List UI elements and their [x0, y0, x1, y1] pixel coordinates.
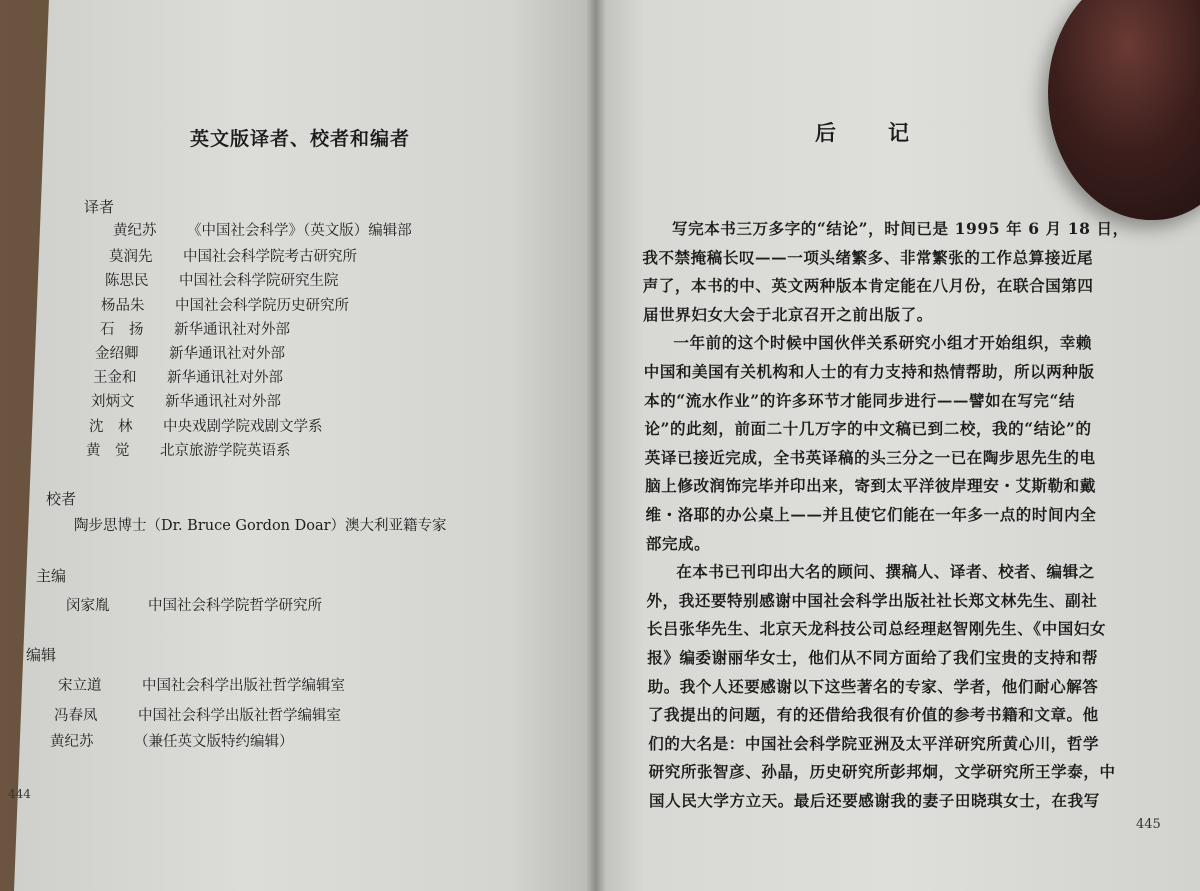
- proofreader-line: 陶步思博士（Dr. Bruce Gordon Doar）澳大利亚籍专家: [74, 518, 447, 534]
- translator-name: 黄纪苏: [113, 223, 157, 239]
- translator-row: [100, 318, 290, 339]
- translator-row: [109, 245, 357, 266]
- editor-affiliation: （兼任英文版特约编辑）: [134, 734, 294, 750]
- translator-row: [86, 439, 291, 460]
- right-page-number: 445: [1136, 817, 1161, 832]
- editor-row: [50, 730, 294, 751]
- translator-name: 王金和: [93, 370, 137, 386]
- afterword-line: 一年前的这个时候中国伙伴关系研究小组才开始组织，幸赖: [673, 333, 1092, 353]
- editor-name: 宋立道: [58, 678, 102, 694]
- editor-affiliation: 中国社会科学出版社哲学编辑室: [142, 678, 345, 694]
- afterword-line: 助。我个人还要感谢以下这些著名的专家、学者，他们耐心解答: [647, 676, 1099, 696]
- editor-name: 黄纪苏: [50, 734, 94, 750]
- translator-row: [101, 294, 349, 315]
- afterword-line: 了我提出的问题，有的还借给我很有价值的参考书籍和文章。他: [647, 705, 1099, 725]
- translator-affiliation: 新华通讯社对外部: [174, 322, 290, 338]
- translator-row: [89, 415, 323, 436]
- afterword-line: 本的“流水作业”的许多环节才能同步进行——譬如在写完“结: [644, 390, 1076, 410]
- afterword-line: 声了，本书的中、英文两种版本肯定能在八月份，在联合国第四: [642, 276, 1094, 296]
- book-gutter: [586, 0, 606, 891]
- chief-editor-affiliation: 中国社会科学院哲学研究所: [148, 598, 322, 614]
- afterword-line: 中国和美国有关机构和人士的有力支持和热情帮助，所以两种版: [643, 362, 1095, 381]
- translator-name: 石 扬: [100, 322, 144, 338]
- translator-affiliation: 新华通讯社对外部: [169, 346, 285, 362]
- translator-row: [91, 390, 281, 411]
- translators-heading: 译者: [84, 198, 115, 216]
- right-page-title: 后记: [815, 121, 961, 145]
- afterword-line: 在本书已刊印出大名的顾问、撰稿人、译者、校者、编辑之: [676, 562, 1095, 582]
- translator-name: 金绍卿: [95, 346, 139, 362]
- editor-row: [54, 704, 341, 725]
- translator-affiliation: 新华通讯社对外部: [165, 394, 281, 410]
- translator-row: [105, 269, 339, 290]
- afterword-line: 论”的此刻，前面二十几万字的中文稿已到二校，我的“结论”的: [644, 419, 1092, 439]
- translator-affiliation: 新华通讯社对外部: [167, 370, 283, 386]
- translator-affiliation: 《中国社会科学》（英文版）编辑部: [187, 223, 412, 239]
- editors-heading: 编辑: [26, 646, 57, 664]
- translator-name: 刘炳文: [91, 394, 135, 410]
- editor-name: 冯春凤: [54, 708, 98, 724]
- afterword-line: 外，我还要特别感谢中国社会科学出版社社长郑文林先生、副社: [646, 590, 1098, 610]
- translator-affiliation: 中国社会科学院考古研究所: [183, 249, 357, 265]
- afterword-line: 写完本书三万多字的“结论”，时间已是 1995 年 6 月 18 日，: [672, 219, 1129, 238]
- translator-name: 陈思民: [105, 273, 149, 289]
- translator-name: 沈 林: [89, 419, 133, 435]
- afterword-line: 维・洛耶的办公桌上——并且使它们能在一年多一点的时间内全: [645, 505, 1097, 524]
- afterword-line: 我不禁掩稿长叹——一项头绪繁多、非常繁张的工作总算接近尾: [642, 247, 1094, 267]
- afterword-line: 英译已接近完成，全书英译稿的头三分之一已在陶步思先生的电: [644, 447, 1096, 467]
- afterword-line: 部完成。: [645, 533, 711, 553]
- editor-row: [58, 674, 345, 695]
- proofreaders-heading: 校者: [46, 490, 77, 508]
- translator-name: 莫润先: [109, 249, 153, 265]
- translator-name: 黄 觉: [86, 443, 130, 459]
- left-page-title: 英文版译者、校者和编者: [190, 128, 411, 150]
- afterword-line: 脑上修改润饰完毕并印出来，寄到太平洋彼岸理安・艾斯勒和戴: [645, 476, 1096, 496]
- afterword-line: 报》编委谢丽华女士，他们从不同方面给了我们宝贵的支持和帮: [647, 648, 1099, 667]
- chief-editor-row: [66, 594, 322, 615]
- afterword-line: 研究所张智彦、孙晶，历史研究所彭邦炯，文学研究所王学泰，中: [648, 762, 1116, 782]
- afterword-line: 届世界妇女大会于北京召开之前出版了。: [643, 304, 933, 324]
- afterword-line: 国人民大学方立天。最后还要感谢我的妻子田晓琪女士，在我写: [649, 791, 1100, 810]
- afterword-line: 长吕张华先生、北京天龙科技公司总经理赵智刚先生、《中国妇女: [646, 619, 1107, 639]
- afterword-line: 们的大名是：中国社会科学院亚洲及太平洋研究所黄心川，哲学: [648, 733, 1100, 753]
- translator-row: [93, 366, 283, 387]
- left-page-number: 444: [8, 787, 31, 801]
- editor-affiliation: 中国社会科学出版社哲学编辑室: [138, 708, 341, 724]
- translator-affiliation: 北京旅游学院英语系: [160, 443, 291, 459]
- translator-row: [95, 342, 285, 363]
- translator-row: [113, 219, 412, 240]
- chief-editor-heading: 主编: [36, 567, 67, 585]
- translator-affiliation: 中国社会科学院研究生院: [179, 273, 339, 289]
- translator-name: 杨品朱: [101, 298, 145, 314]
- translator-affiliation: 中央戏剧学院戏剧文学系: [163, 419, 323, 435]
- chief-editor-name: 闵家胤: [66, 598, 110, 614]
- translator-affiliation: 中国社会科学院历史研究所: [175, 298, 349, 314]
